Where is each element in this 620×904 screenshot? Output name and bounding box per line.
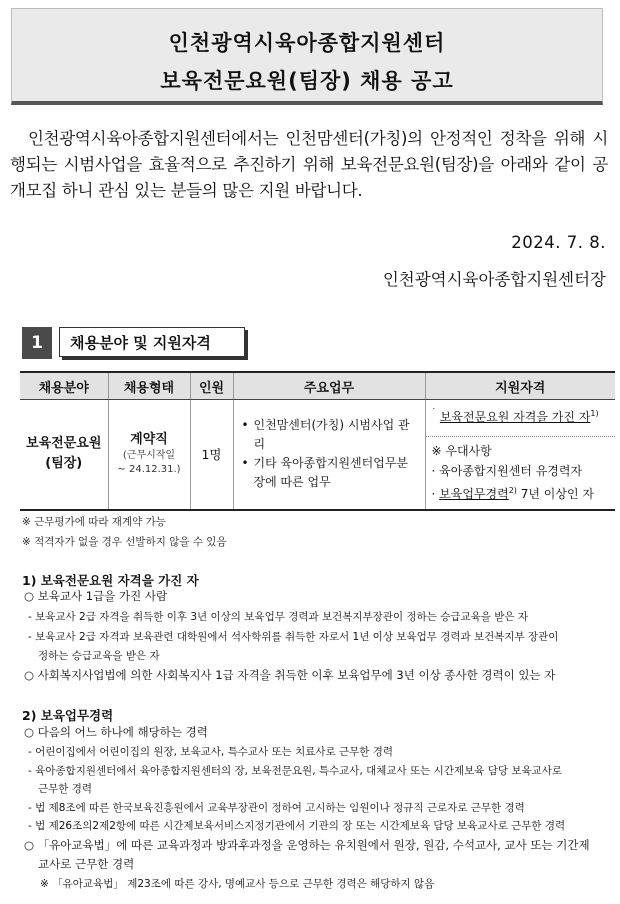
text-line: - 보육교사 2급 자격을 취득한 이후 3년 이상의 보육업무 경력과 보건복지부장관이 정하는 승급교육을 받은 자 (28, 611, 529, 623)
title-box (11, 8, 603, 105)
issuer-name: 인천광역시육아종합지원센터장 (382, 270, 606, 289)
qualification-preferred (426, 437, 616, 508)
announcement-date: 2024. 7. 8. (511, 233, 606, 252)
intro-paragraph: 인천광역시육아종합지원센터에서는 인천맘센터(가칭)의 안정적인 정착을 위해 시행되는 시범사업을 효율적으로 추진하기 위해 보육전문요원(팀장)을 아래와 같이 공개모집 하니 관심 있는 분들의 많은 지원 바랍니다. (10, 129, 608, 200)
recruitment-table (20, 371, 615, 511)
preferred-item: · 육아종합지원센터 유경력자 (431, 464, 583, 478)
text-line: - 육아종합지원센터에서 육아종합지원센터의 장, 보육전문요원, 특수교사, 대체교사 또는 시간제보육 담당 보육교사로 (28, 765, 563, 777)
section-title (59, 327, 245, 357)
qualification-cell (425, 400, 615, 510)
subsection-title: 2) 보육업무경력 (22, 708, 114, 723)
field-cell (20, 400, 108, 510)
text-line: 근무한 경력 (38, 783, 93, 795)
subsection-title: 1) 보육전문요원 자격을 가진 자 (22, 573, 199, 588)
text-line: 교사로 근무한 경력 (38, 857, 135, 871)
headcount-cell (190, 400, 233, 510)
text-line: ○ 보육교사 1급을 가진 사람 (24, 589, 168, 603)
qualification-main-text: 보육전문요원 자격을 가진 자 (439, 410, 591, 424)
section-number: 1 (22, 327, 52, 359)
page-subtitle: 보육전문요원(팀장) 채용 공고 (160, 69, 454, 93)
footnote-ref: 2) (508, 486, 517, 495)
section-title-text: 채용분야 및 지원자격 (70, 333, 211, 352)
note-line: ※ 적격자가 없을 경우 선발하지 않을 수 있음 (22, 536, 227, 548)
employment-type-cell (108, 400, 190, 510)
page-title: 인천광역시육아종합지원센터 (168, 31, 446, 55)
text-line: ※ 「유아교육법」 제23조에 따른 강사, 명예교사 등으로 근무한 경력은 해당하지 않음 (40, 878, 435, 890)
table-header: 지원자격 (425, 372, 615, 400)
preferred-item-text: 보육업무경력 (439, 487, 509, 501)
text-line: ○ 「유아교육법」에 따른 교육과정과 방과후과정을 운영하는 유치원에서 원장, 원감, 수석교사, 교사 또는 기간제 (24, 838, 590, 852)
text-line: ○ 사회복지사업법에 의한 사회복지사 1급 자격을 취득한 이후 보육업무에 3년 이상 종사한 경력이 있는 자 (24, 668, 556, 682)
duties-cell (233, 400, 425, 510)
text-line: - 법 제8조에 따른 한국보육진흥원에서 교육부장관이 정하여 고시하는 임원이나 정규직 근로자로 근무한 경력 (28, 802, 525, 814)
duties-list (234, 416, 425, 492)
text-line: 정하는 승급교육을 받은 자 (38, 650, 160, 662)
employment-note-line1: (근무시작일 (122, 450, 176, 462)
employment-type: 계약직 (130, 432, 168, 448)
preferred-item-text: 육아종합지원센터 유경력자 (439, 464, 583, 478)
table-header: 채용형태 (108, 372, 190, 400)
duty-item: • 기타 육아종합지원센터업무분장에 따른 업무 (240, 454, 419, 492)
text-line: - 어린이집에서 어린이집의 원장, 보육교사, 특수교사 또는 치료사로 근무한 경력 (28, 746, 394, 758)
qualification-main: ˙ 보육전문요원 자격을 가진 자$^{1)}$ (426, 400, 616, 437)
preferred-item-text: 7년 이상인 자 (516, 487, 594, 501)
text-line: - 보육교사 2급 자격과 보육관련 대학원에서 석사학위를 취득한 자로서 1년 이상 보육업무 경력과 보건복지부 장관이 (28, 631, 559, 643)
table-header: 채용분야 (20, 372, 108, 400)
preferred-item: · 보육업무경력$^{2)}$ 7년 이상인 자 (431, 486, 594, 501)
text-line: - 법 제26조의2제2항에 따른 시간제보육서비스지정기관에서 기관의 장 또는 시간제보육 담당 보육교사로 근무한 경력 (28, 820, 566, 832)
text-line: ○ 다음의 어느 하나에 해당하는 경력 (24, 725, 208, 739)
duty-item: • 인천맘센터(가칭) 시범사업 관리 (240, 416, 419, 454)
table-header: 주요업무 (233, 372, 425, 400)
headcount: 1명 (201, 447, 222, 463)
footnote-ref: 1) (590, 409, 599, 418)
field-name-line1: 보육전문요원 (26, 436, 102, 452)
preferred-heading: ※ 우대사항 (431, 444, 492, 458)
table-row (20, 400, 615, 510)
table-header: 인원 (190, 372, 233, 400)
table-header-row (20, 372, 615, 400)
field-name-line2: (팀장) (45, 456, 83, 472)
employment-note-line2: ~ 24.12.31.) (117, 464, 181, 476)
note-line: ※ 근무평가에 따라 재계약 가능 (22, 516, 166, 528)
